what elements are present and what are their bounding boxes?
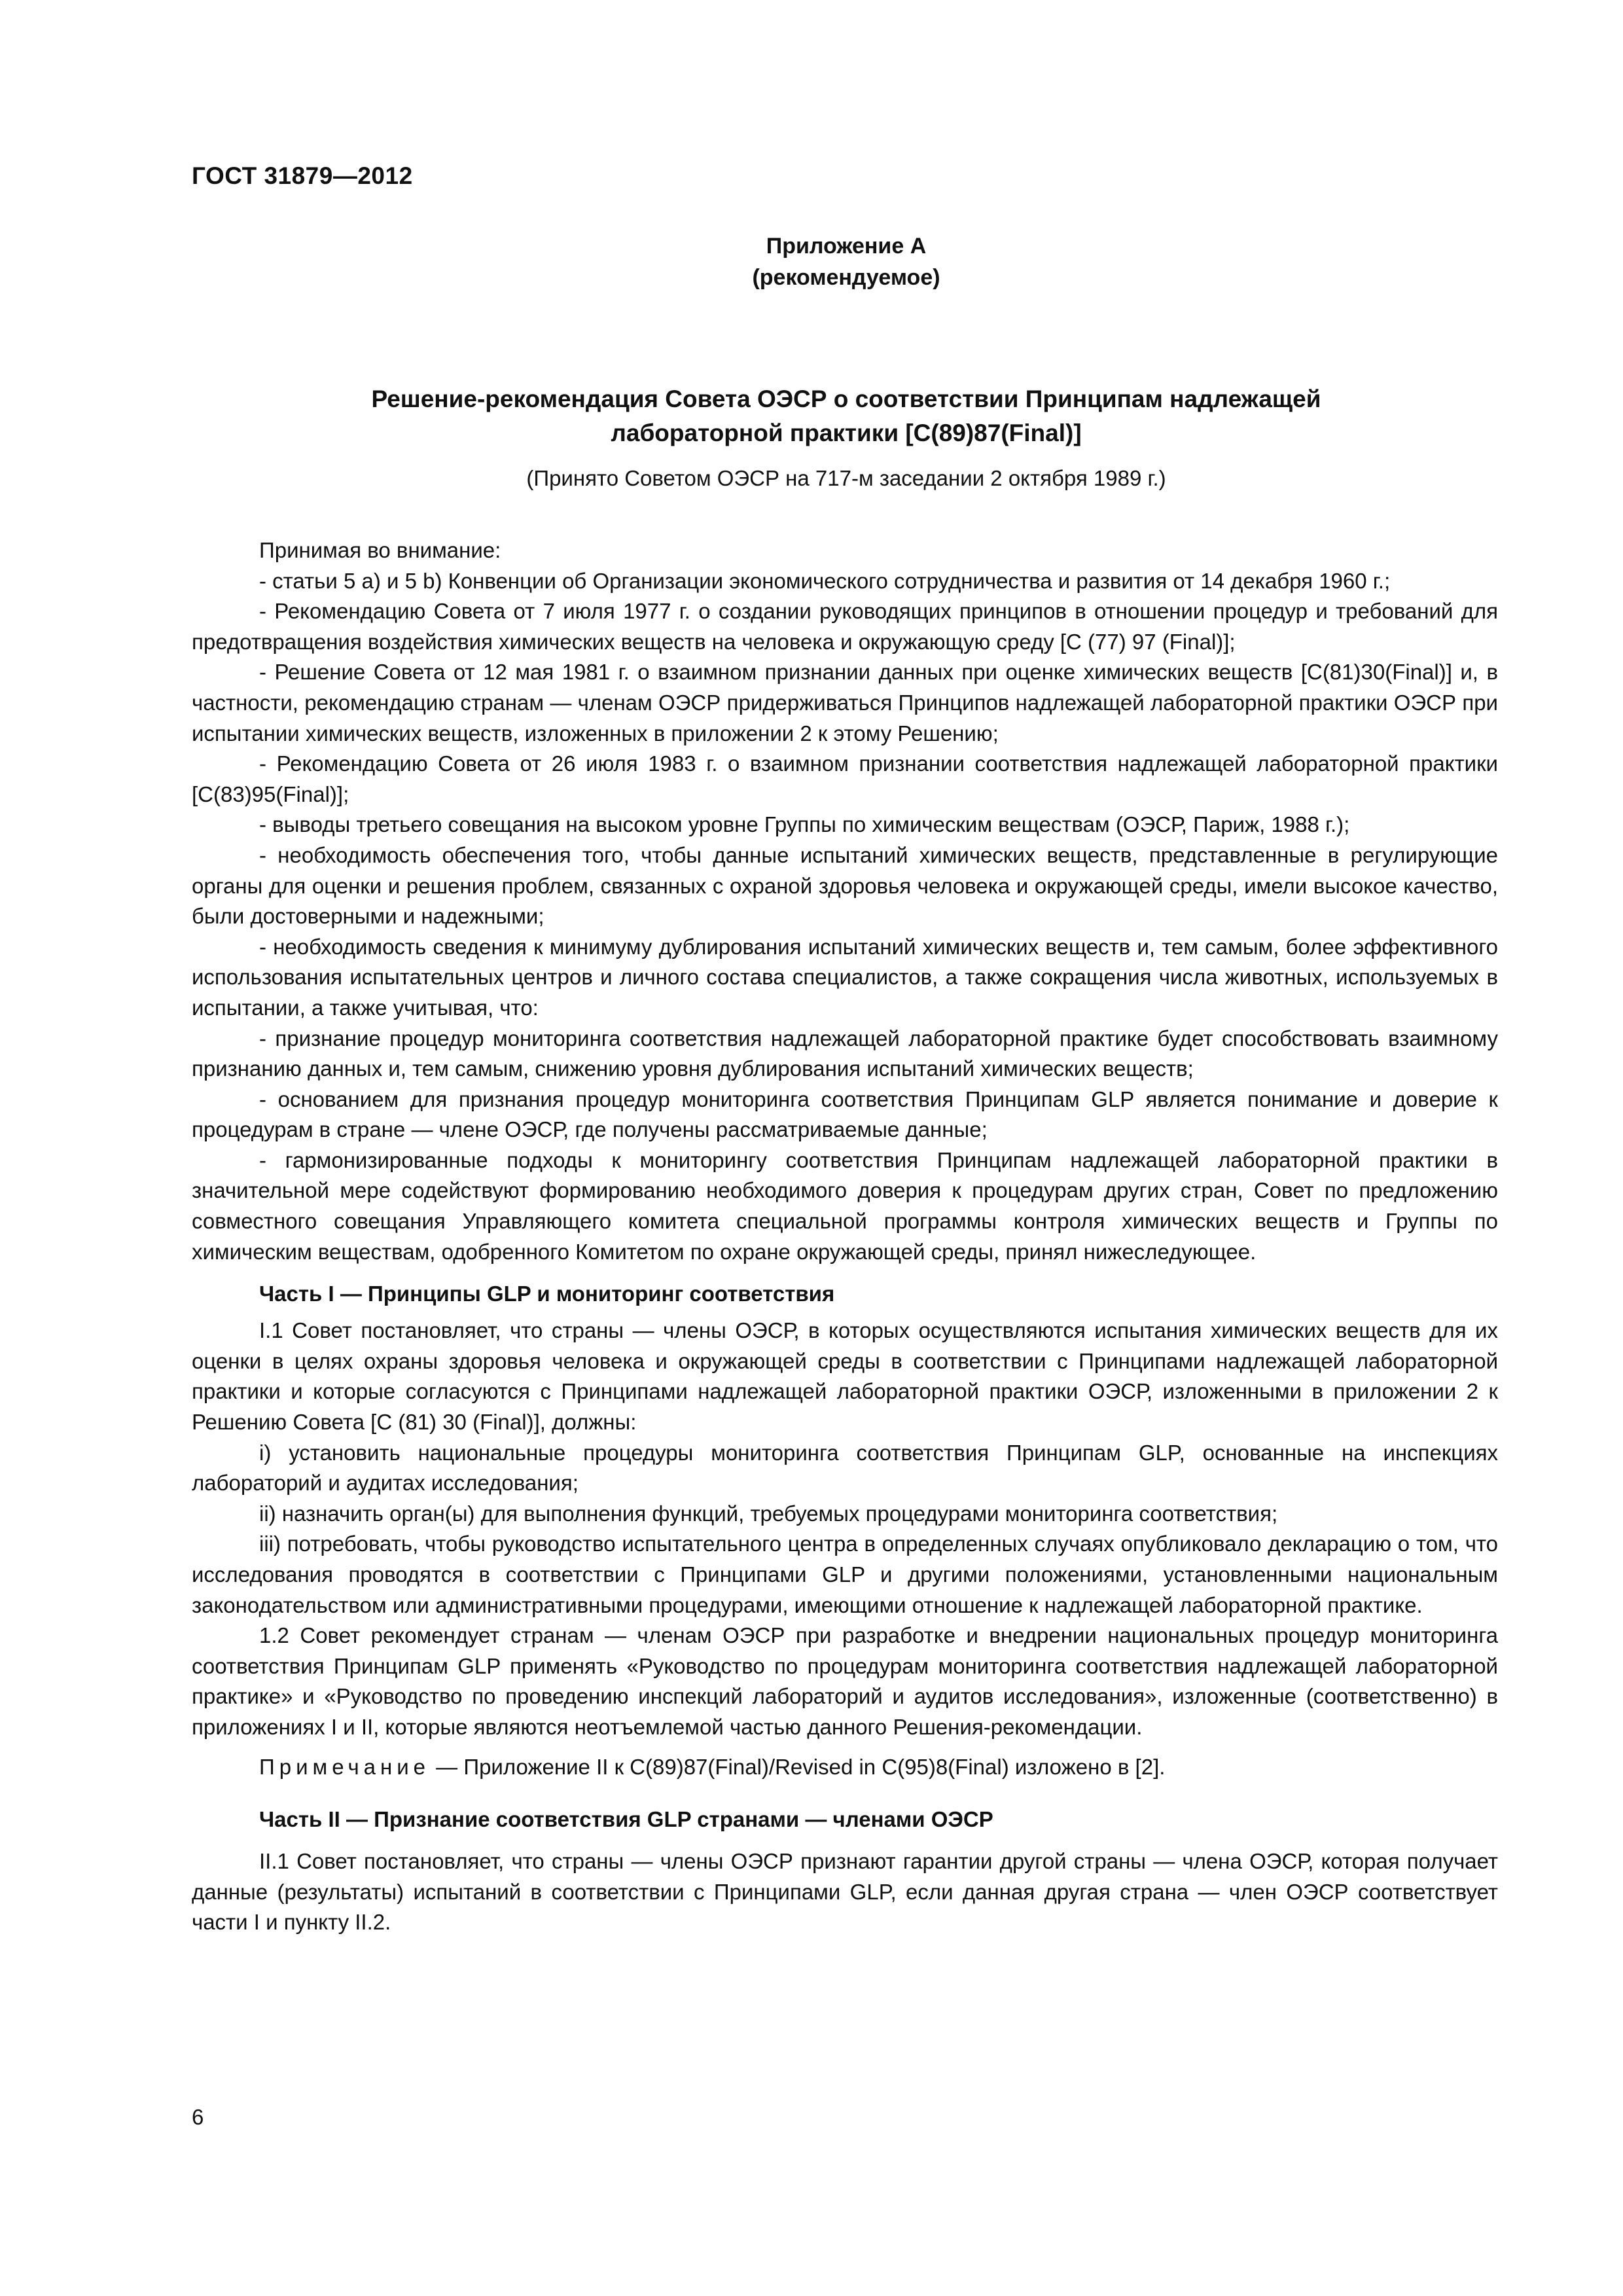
note-label: Примечание: [259, 1754, 431, 1779]
part-1-sub-item: iii) потребовать, чтобы руководство испытательного центра в определенных случаях опубликовало декларацию о том, что исследования проводятся в соответствии с Принципами GLP и другими положениями, установленными национальным законодательством или административными процедурами, имеющими отношение к надлежащей лабораторной практике.: [192, 1532, 1498, 1617]
part-1-sub-item: ii) назначить орган(ы) для выполнения функций, требуемых процедурами мониторинга соответствия;: [259, 1501, 1278, 1526]
document-body: [192, 535, 1498, 1938]
appendix-label: Приложение А: [766, 234, 927, 259]
document-page: [192, 0, 1501, 2296]
part-1-heading: Часть I — Принципы GLP и мониторинг соответствия: [259, 1282, 835, 1306]
part-2-heading: Часть II — Признание соответствия GLP странами — членами ОЭСР: [259, 1807, 993, 1832]
part-2-paragraph-1: II.1 Совет постановляет, что страны — члены ОЭСР признают гарантии другой страны — члена ОЭСР, которая получает данные (результаты) испытаний в соответствии с Принципами GLP, если данная другая страна — член ОЭСР соответствует части I и пункту II.2.: [192, 1849, 1498, 1935]
adoption-note: (Принято Советом ОЭСР на 717-м заседании 2 октября 1989 г.): [526, 466, 1166, 490]
preamble-item: - необходимость обеспечения того, чтобы данные испытаний химических веществ, представленные в регулирующие органы для оценки и решения проблем, связанных с охраной здоровья человека и окружающей среды, имели высокое качество, были достоверными и надежными;: [192, 842, 1498, 929]
page-number: 6: [192, 2105, 204, 2129]
part-1-paragraph-1: I.1 Совет постановляет, что страны — члены ОЭСР, в которых осуществляются испытания химических веществ для их оценки в целях охраны здоровья человека и окружающей среды в соответствии с Принципами надлежащей лабораторной практики и которые согласуются с Принципами надлежащей лабораторной практики ОЭСР, изложенными в приложении 2 к Решению Совета [С (81) 30 (Final)], должны:: [192, 1318, 1498, 1435]
preamble-item: - Решение Совета от 12 мая 1981 г. о взаимном признании данных при оценке химических веществ [C(81)30(Final)] и, в частности, рекомендацию странам — членам ОЭСР придерживаться Принципов надлежащей лабораторной практики ОЭСР при испытании химических веществ, изложенных в приложении 2 к этому Решению;: [192, 660, 1498, 745]
preamble-intro: Принимая во внимание:: [259, 538, 501, 562]
preamble-item: - признание процедур мониторинга соответствия надлежащей лабораторной практике будет способствовать взаимному признанию данных и, тем самым, снижению уровня дублирования испытаний химических веществ;: [192, 1026, 1498, 1081]
note-text: — Приложение II к С(89)87(Final)/Revised in C(95)8(Final) изложено в [2].: [430, 1754, 1166, 1779]
preamble-item: - статьи 5 a) и 5 b) Конвенции об Организации экономического сотрудничества и развития от 14 декабря 1960 г.;: [259, 568, 1391, 593]
appendix-status: (рекомендуемое): [752, 265, 940, 290]
preamble-item: - основанием для признания процедур мониторинга соответствия Принципам GLP является понимание и доверие к процедурам в стране — члене ОЭСР, где получены рассматриваемые данные;: [192, 1086, 1498, 1142]
title-line-2: лабораторной практики [C(89)87(Final)]: [611, 420, 1082, 446]
title-line-1: Решение-рекомендация Совета ОЭСР о соответствии Принципам надлежащей: [371, 386, 1321, 412]
part-1-sub-item: i) установить национальные процедуры мониторинга соответствия Принципам GLP, основанные на инспекциях лабораторий и аудитах исследования;: [192, 1440, 1498, 1496]
preamble-item: - необходимость сведения к минимуму дублирования испытаний химических веществ и, тем самым, более эффективного использования испытательных центров и личного состава специалистов, а также сокращения числа животных, используемых в испытании, а также учитывая, что:: [192, 934, 1498, 1020]
part-1-paragraph-2: 1.2 Совет рекомендует странам — членам ОЭСР при разработке и внедрении национальных процедур мониторинга соответствия Принципам GLP применять «Руководство по процедурам мониторинга соответствия надлежащей лабораторной практике» и «Руководство по проведению инспекций лабораторий и аудитов исследования», изложенные (соответственно) в приложениях I и II, которые являются неотъемлемой частью данного Решения-рекомендации.: [192, 1623, 1498, 1739]
preamble-item: - гармонизированные подходы к мониторингу соответствия Принципам надлежащей лабораторной практики в значительной мере содействуют формированию необходимого доверия к процедурам других стран, Совет по предложению совместного совещания Управляющего комитета специальной программы контроля химических веществ и Группы по химическим веществам, одобренного Комитетом по охране окружающей среды, принял нижеследующее.: [192, 1147, 1498, 1264]
preamble-item: - Рекомендацию Совета от 26 июля 1983 г. о взаимном признании соответствия надлежащей лабораторной практики [C(83)95(Final)];: [192, 751, 1498, 806]
preamble-item: - выводы третьего совещания на высоком уровне Группы по химическим веществам (ОЭСР, Париж, 1988 г.);: [259, 812, 1350, 837]
part-1-note: [192, 1752, 1498, 1783]
preamble-item: - Рекомендацию Совета от 7 июля 1977 г. о создании руководящих принципов в отношении процедур и требований для предотвращения воздействия химических веществ на человека и окружающую среду [С (77) 97 (Final)];: [192, 599, 1498, 654]
appendix-heading: [192, 230, 1501, 293]
document-title: [192, 382, 1501, 450]
document-code: ГОСТ 31879—2012: [192, 162, 413, 189]
